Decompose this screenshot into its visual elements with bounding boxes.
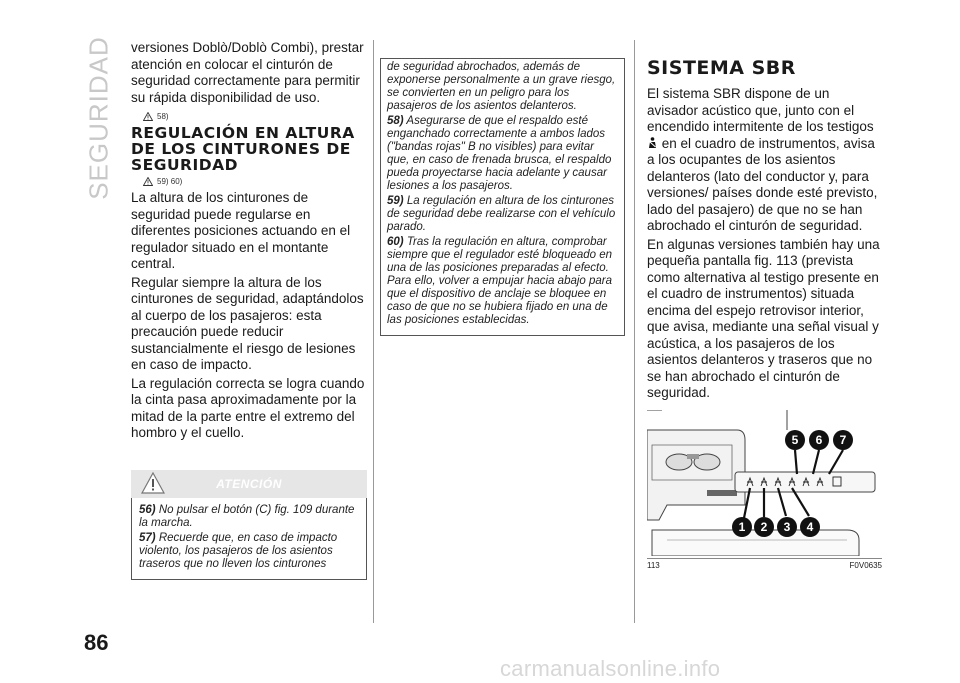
attention-title: ATENCIÓN: [216, 476, 282, 491]
note: [387, 236, 618, 327]
section-label: SEGURIDAD: [83, 36, 114, 200]
footnote-number: 59) 60): [157, 177, 183, 186]
note-text: Recuerde que, en caso de impacto violento, los pasajeros de los asientos traseros que no lleven los cinturones: [139, 531, 338, 570]
figure-number: 113: [647, 560, 660, 570]
paragraph: Regular siempre la altura de los cinturones de seguridad, adaptándolos al cuerpo de los pasajeros: esta precaución puede reducir sustancialmente el riesgo de lesiones en caso de impacto.: [131, 274, 364, 372]
note-number: 57): [139, 531, 156, 544]
column-2: [380, 58, 625, 336]
figure-113: [647, 410, 882, 556]
callout-label: 6: [815, 432, 823, 447]
callout-label: 2: [760, 519, 768, 534]
page-number: 86: [84, 630, 109, 655]
note-number: 59): [387, 195, 404, 207]
warning-icon: [143, 177, 153, 186]
note: [139, 504, 359, 530]
section-heading: REGULACIÓN EN ALTURA DE LOS CINTURONES DE SEGURIDAD: [131, 124, 355, 174]
callout-label: 5: [791, 432, 799, 447]
note-text: No pulsar el botón (C) fig. 109 durante la marcha.: [139, 503, 355, 529]
callout-label: 3: [783, 519, 791, 534]
footnote-ref: [143, 112, 367, 121]
note-text: Asegurarse de que el respaldo esté enganchado correctamente a ambos lados ("bandas rojas" B no visibles) para evitar que, en caso de frenada brusca, el respaldo pueda proyectarse hacia adelante y causar lesiones a los pasajeros.: [387, 115, 612, 192]
note: [387, 195, 618, 234]
figure-caption: [647, 558, 882, 570]
paragraph-text: en el cuadro de instrumentos, avisa a los ocupantes de los asientos delanteros (lato del conductor y, para versiones/ países donde esté previsto, lado del pasajero) de que no se han abrochado el cinturón de seguridad.: [647, 135, 878, 233]
callout-label: 1: [738, 519, 746, 534]
seatbelt-warning-icon: [647, 137, 658, 149]
watermark: carmanualsonline.info: [500, 656, 721, 681]
note-number: 56): [139, 503, 156, 516]
note-number: 60): [387, 236, 404, 248]
callout-label: 4: [806, 519, 814, 534]
paragraph: La altura de los cinturones de seguridad puede regularse en diferentes posiciones actuando en el regulador situado en el montante central.: [131, 190, 351, 271]
section-heading: SISTEMA SBR: [647, 57, 796, 79]
column-3: [647, 58, 882, 570]
paragraph: [647, 86, 882, 235]
callout-label: 7: [839, 432, 847, 447]
attention-header: [131, 470, 367, 498]
note-text: Tras la regulación en altura, comprobar siempre que el regulador esté bloqueado en una de las posiciones preparadas al efecto. Para ello, volver a empujar hacia abajo para que el dispositivo de anclaje se bloquee en caso de que no se hubiera fijado en una de las posiciones establecidas.: [387, 236, 613, 326]
note: [139, 532, 359, 571]
footnote-number: 58): [157, 112, 169, 121]
attention-box: [131, 498, 367, 580]
note-number: 58): [387, 115, 404, 127]
paragraph: La regulación correcta se logra cuando la cinta pasa aproximadamente por la mitad de la parte entre el extremo del hombro y el cuello.: [131, 375, 365, 440]
note-text: La regulación en altura de los cinturones de seguridad debe realizarse con el vehículo parado.: [387, 195, 616, 233]
column-divider: [373, 40, 374, 623]
attention-box-continued: [380, 58, 625, 336]
paragraph-text: El sistema SBR dispone de un avisador acústico que, junto con el encendido intermitente de los testigos: [647, 86, 874, 134]
footnote-ref: [143, 177, 367, 186]
column-1: [131, 40, 367, 580]
warning-icon: [143, 112, 153, 121]
section-side-tab: [83, 36, 114, 200]
note-lead: de seguridad abrochados, además de exponerse personalmente a un grave riesgo, se convierten en un peligro para los pasajeros de los asientos delanteros.: [387, 61, 616, 112]
note: [387, 115, 618, 193]
paragraph: En algunas versiones también hay una pequeña pantalla fig. 113 (prevista como alternativa al testigo presente en el cuadro de instrumentos) situada encima del espejo retrovisor interior, que avisa, mediante una señal visual y acústica, a los pasajeros de los asientos delanteros y traseros que no se han abrochado el cinturón de seguridad.: [647, 236, 880, 400]
figure-code: F0V0635: [849, 560, 882, 570]
column-divider: [634, 40, 635, 623]
figure-illustration: [647, 410, 882, 556]
intro-paragraph: versiones Doblò/Doblò Combi), prestar atención en colocar el cinturón de seguridad correctamente para permitir su rápida disponibilidad de uso.: [131, 40, 364, 105]
